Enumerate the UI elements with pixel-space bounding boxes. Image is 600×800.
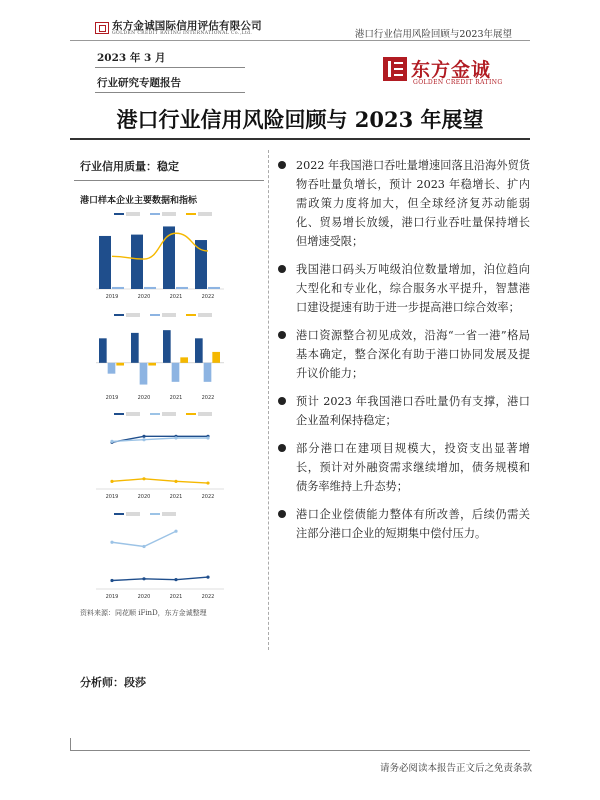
- divider: [95, 92, 245, 93]
- x-tick-label: 2019: [105, 594, 119, 600]
- chart-point: [174, 480, 177, 483]
- list-item: 2022 年我国港口吞吐量增速回落且沿海外贸货物吞吐量负增长，预计 2023 年稳增长、扩内需政策力度将加大，但全球经济复苏动能弱化、贸易增长放缓，港口行业吞吐量保持增长但增速受限；: [276, 156, 530, 251]
- bullet-icon: [278, 397, 286, 405]
- legend-label: [162, 313, 176, 317]
- x-tick-label: 2020: [137, 294, 151, 300]
- chart-bar: [176, 287, 188, 289]
- header-rule: [70, 40, 530, 41]
- chart-bar: [140, 363, 148, 385]
- rating-label: 行业信用质量：稳定: [80, 160, 179, 173]
- chart-2: [74, 306, 264, 406]
- chart-bar: [99, 338, 107, 362]
- chart-bar: [144, 287, 156, 289]
- legend-label: [126, 412, 140, 416]
- chart-point: [206, 436, 209, 439]
- list-item: 港口企业偿债能力整体有所改善，后续仍需关注部分港口企业的短期集中偿付压力。: [276, 505, 530, 543]
- x-tick-label: 2020: [137, 395, 151, 401]
- key-points: [276, 156, 530, 552]
- chart-point: [174, 578, 177, 581]
- bullet-icon: [278, 161, 286, 169]
- legend-label: [126, 313, 140, 317]
- chart-point: [110, 480, 113, 483]
- bullet-icon: [278, 510, 286, 518]
- x-tick-label: 2021: [169, 594, 183, 600]
- chart-line: [112, 577, 208, 580]
- legend-label: [126, 212, 140, 216]
- legend-label: [162, 212, 176, 216]
- chart-bar: [208, 287, 220, 289]
- x-tick-label: 2022: [201, 395, 215, 401]
- x-tick-label: 2021: [169, 494, 183, 500]
- chart-line: [112, 479, 208, 483]
- legend-label: [162, 512, 176, 516]
- footer-rule: [70, 750, 530, 751]
- running-title: 港口行业信用风险回顾与2023年展望: [354, 29, 512, 40]
- title-rule: [70, 138, 530, 140]
- column-divider: [268, 150, 269, 650]
- chart-bar: [131, 333, 139, 363]
- chart-bar: [116, 363, 124, 366]
- x-tick-label: 2020: [137, 594, 151, 600]
- legend-label: [162, 412, 176, 416]
- page-title: 港口行业信用风险回顾与 2023 年展望: [116, 107, 484, 132]
- list-item: 部分港口在建项目规模大，投资支出显著增长，预计对外融资需求继续增加，债务规模和债务率维持上升态势；: [276, 439, 530, 496]
- chart-point: [206, 481, 209, 484]
- report-date: 2023 年 3 月: [97, 52, 166, 64]
- x-tick-label: 2021: [169, 395, 183, 401]
- chart-line: [112, 531, 176, 546]
- x-tick-label: 2019: [105, 294, 119, 300]
- chart-point: [142, 577, 145, 580]
- bullet-icon: [278, 265, 286, 273]
- brand-name-en: GOLDEN CREDIT RATING: [413, 79, 503, 86]
- x-tick-label: 2022: [201, 594, 215, 600]
- chart-bar: [131, 235, 143, 289]
- chart-bar: [180, 357, 188, 362]
- legend-label: [198, 412, 212, 416]
- legend-label: [126, 512, 140, 516]
- x-tick-label: 2019: [105, 395, 119, 401]
- x-tick-label: 2019: [105, 494, 119, 500]
- chart-section-title: 港口样本企业主要数据和指标: [80, 196, 198, 206]
- chart-bar: [172, 363, 180, 382]
- legend-label: [198, 212, 212, 216]
- chart-line: [112, 233, 208, 259]
- list-item: 预计 2023 年我国港口吞吐量仍有支撑，港口企业盈利保持稳定；: [276, 392, 530, 430]
- bullet-icon: [278, 444, 286, 452]
- chart-bar: [148, 363, 156, 366]
- chart-bar: [212, 352, 220, 363]
- chart-4: [74, 505, 264, 605]
- brand-logo-icon: [383, 57, 407, 81]
- chart-point: [206, 576, 209, 579]
- chart-bar: [108, 363, 116, 374]
- brand-name: 东方金诚: [411, 59, 492, 81]
- x-tick-label: 2022: [201, 494, 215, 500]
- x-tick-label: 2020: [137, 494, 151, 500]
- chart-bar: [112, 287, 124, 289]
- chart-point: [142, 545, 145, 548]
- x-tick-label: 2021: [169, 294, 183, 300]
- footer-tick: [70, 738, 71, 750]
- chart-3: [74, 405, 264, 505]
- list-item: 我国港口码头万吨级泊位数量增加，泊位趋向大型化和专业化，综合服务水平提升，智慧港口建设提速有助于进一步提高港口综合效率；: [276, 260, 530, 317]
- chart-point: [110, 541, 113, 544]
- chart-point: [110, 440, 113, 443]
- chart-bar: [204, 363, 212, 382]
- chart-source: 资料来源：同花顺 iFinD，东方金诚整理: [80, 609, 207, 617]
- divider: [95, 67, 245, 68]
- x-tick-label: 2022: [201, 294, 215, 300]
- chart-point: [142, 435, 145, 438]
- company-name-en: GOLDEN CREDIT RATING INTERNATIONAL Co.,Ltd.: [112, 31, 253, 36]
- chart-point: [142, 438, 145, 441]
- chart-point: [174, 530, 177, 533]
- bullet-icon: [278, 331, 286, 339]
- chart-1: [74, 205, 264, 305]
- legend-label: [198, 313, 212, 317]
- company-logo-icon: [95, 22, 109, 34]
- chart-bar: [195, 338, 203, 362]
- chart-point: [142, 477, 145, 480]
- analyst: 分析师：段莎: [80, 676, 146, 689]
- company-name: 东方金诚国际信用评估有限公司: [112, 20, 262, 32]
- chart-point: [174, 436, 177, 439]
- list-item: 港口资源整合初见成效，沿海“一省一港”格局基本确定，整合深化有助于港口协同发展及提升议价能力；: [276, 326, 530, 383]
- disclaimer-note: 请务必阅读本报告正文后之免责条款: [379, 763, 532, 774]
- divider: [74, 180, 264, 181]
- report-type: 行业研究专题报告: [97, 77, 181, 89]
- chart-point: [110, 579, 113, 582]
- chart-bar: [99, 236, 111, 289]
- chart-bar: [163, 330, 171, 363]
